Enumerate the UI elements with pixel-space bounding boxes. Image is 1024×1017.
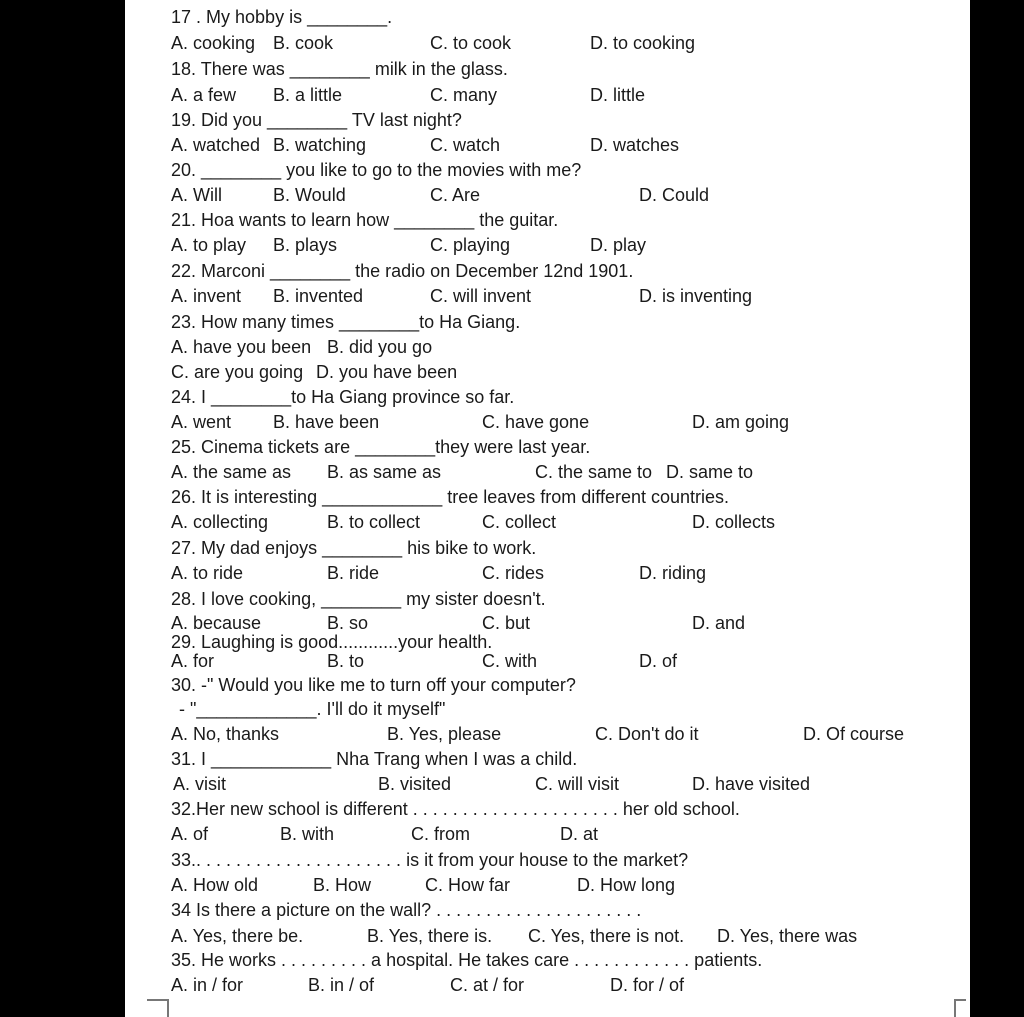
options-18 — [125, 84, 970, 110]
question-23 — [125, 311, 970, 337]
options-33 — [125, 874, 970, 900]
question-32 — [125, 798, 970, 824]
question-stem: 30. -" Would you like me to turn off your computer? — [171, 675, 576, 695]
question-22 — [125, 260, 970, 286]
option-d: D. same to — [666, 462, 754, 482]
option-c: C. rides — [482, 563, 545, 583]
option-b: B. cook — [273, 33, 334, 53]
question-stem: 25. Cinema tickets are ________they were last year. — [171, 437, 591, 457]
option-a: A. have you been — [171, 337, 312, 357]
option-a: A. How old — [171, 875, 259, 895]
question-stem: 21. Hoa wants to learn how ________ the guitar. — [171, 210, 559, 230]
option-c: C. Yes, there is not. — [528, 926, 685, 946]
option-b: B. have been — [273, 412, 380, 432]
options-21 — [125, 234, 970, 260]
option-c: C. collect — [482, 512, 557, 532]
question-31 — [125, 748, 970, 774]
question-stem: 18. There was ________ milk in the glass. — [171, 59, 508, 79]
options-27 — [125, 562, 970, 588]
question-stem: 22. Marconi ________ the radio on December 12nd 1901. — [171, 261, 634, 281]
option-c: C. watch — [430, 135, 501, 155]
options-26 — [125, 511, 970, 537]
options-24 — [125, 411, 970, 437]
option-d: D. am going — [692, 412, 790, 432]
option-b: B. to — [327, 651, 365, 671]
option-c: C. Don't do it — [595, 724, 699, 744]
option-d: D. collects — [692, 512, 776, 532]
option-c: C. are you going — [171, 362, 304, 382]
options-23-ab — [125, 336, 970, 362]
options-22 — [125, 285, 970, 311]
worksheet-page — [125, 0, 970, 1017]
question-30 — [125, 674, 970, 700]
option-a: A. in / for — [171, 975, 244, 995]
option-b: B. to collect — [327, 512, 421, 532]
option-b: B. plays — [273, 235, 338, 255]
option-d: D. riding — [639, 563, 707, 583]
option-a: A. went — [171, 412, 232, 432]
question-34 — [125, 899, 970, 925]
option-b: B. a little — [273, 85, 343, 105]
option-a: A. a few — [171, 85, 237, 105]
option-b: B. Would — [273, 185, 346, 205]
option-d: D. little — [590, 85, 646, 105]
options-19 — [125, 134, 970, 160]
option-d: D. to cooking — [590, 33, 696, 53]
option-a: A. invent — [171, 286, 242, 306]
question-stem: 34 Is there a picture on the wall? . . . . . . . . . . . . . . . . . . . . . — [171, 900, 642, 920]
option-b: B. in / of — [308, 975, 375, 995]
option-c: C. playing — [430, 235, 511, 255]
option-c: C. from — [411, 824, 471, 844]
question-stem: 19. Did you ________ TV last night? — [171, 110, 462, 130]
option-d: D. watches — [590, 135, 680, 155]
option-d: D. for / of — [610, 975, 685, 995]
option-a: A. to play — [171, 235, 247, 255]
question-stem: 32.Her new school is different . . . . . . . . . . . . . . . . . . . . . her old school. — [171, 799, 740, 819]
question-stem: 28. I love cooking, ________ my sister doesn't. — [171, 589, 546, 609]
option-b: B. How — [313, 875, 372, 895]
option-a: A. for — [171, 651, 215, 671]
option-a: A. Will — [171, 185, 222, 205]
option-b: B. did you go — [327, 337, 433, 357]
question-25 — [125, 436, 970, 462]
option-c: C. with — [482, 651, 538, 671]
option-d: D. you have been — [316, 362, 458, 382]
option-a: A. collecting — [171, 512, 269, 532]
options-35 — [125, 974, 970, 1000]
options-25 — [125, 461, 970, 487]
options-29 — [125, 650, 970, 676]
question-17 — [125, 6, 970, 32]
option-a: A. of — [171, 824, 209, 844]
question-30-reply — [125, 698, 970, 724]
page-corner-left — [147, 999, 169, 1017]
question-21 — [125, 209, 970, 235]
option-a: A. to ride — [171, 563, 244, 583]
option-b: B. invented — [273, 286, 364, 306]
option-a: A. the same as — [171, 462, 292, 482]
question-28 — [125, 588, 970, 614]
option-d: D. Yes, there was — [717, 926, 858, 946]
option-d: D. play — [590, 235, 647, 255]
option-b: B. so — [327, 613, 369, 633]
options-31 — [125, 773, 970, 799]
options-17 — [125, 32, 970, 58]
question-20 — [125, 159, 970, 185]
option-c: C. many — [430, 85, 498, 105]
options-20 — [125, 184, 970, 210]
option-c: C. Are — [430, 185, 481, 205]
option-b: B. as same as — [327, 462, 442, 482]
option-a: A. because — [171, 613, 262, 633]
question-stem: 26. It is interesting ____________ tree leaves from different countries. — [171, 487, 730, 507]
options-30 — [125, 723, 970, 749]
question-stem: 33.. . . . . . . . . . . . . . . . . . . . . is it from your house to the market? — [171, 850, 689, 870]
option-b: B. Yes, there is. — [367, 926, 493, 946]
question-27 — [125, 537, 970, 563]
options-32 — [125, 823, 970, 849]
option-c: C. the same to — [535, 462, 653, 482]
question-stem: 17 . My hobby is ________. — [171, 7, 393, 27]
option-a: A. Yes, there be. — [171, 926, 304, 946]
question-stem-reply: - "____________. I'll do it myself" — [179, 699, 446, 719]
option-b: B. Yes, please — [387, 724, 502, 744]
option-a: A. visit — [173, 774, 227, 794]
option-d: D. and — [692, 613, 746, 633]
option-a: A. cooking — [171, 33, 256, 53]
question-26 — [125, 486, 970, 512]
option-b: B. ride — [327, 563, 380, 583]
page-corner-right — [954, 999, 966, 1017]
option-c: C. How far — [425, 875, 511, 895]
option-d: D. is inventing — [639, 286, 753, 306]
option-b: B. visited — [378, 774, 452, 794]
question-stem: 35. He works . . . . . . . . . a hospital. He takes care . . . . . . . . . . . . patients. — [171, 950, 763, 970]
option-b: B. watching — [273, 135, 367, 155]
option-a: A. No, thanks — [171, 724, 280, 744]
option-d: D. How long — [577, 875, 676, 895]
option-c: C. have gone — [482, 412, 590, 432]
question-stem: 20. ________ you like to go to the movies with me? — [171, 160, 582, 180]
question-stem: 27. My dad enjoys ________ his bike to work. — [171, 538, 537, 558]
option-d: D. at — [560, 824, 599, 844]
question-stem: 29. Laughing is good............your health. — [171, 632, 493, 652]
option-a: A. watched — [171, 135, 261, 155]
option-d: D. Could — [639, 185, 710, 205]
option-c: C. will visit — [535, 774, 619, 794]
question-18 — [125, 58, 970, 84]
option-c: C. will invent — [430, 286, 532, 306]
options-34 — [125, 925, 970, 951]
question-19 — [125, 109, 970, 135]
option-d: D. have visited — [692, 774, 811, 794]
option-c: C. to cook — [430, 33, 512, 53]
option-d: D. of — [639, 651, 678, 671]
options-23-cd — [125, 361, 970, 387]
question-33 — [125, 849, 970, 875]
question-35 — [125, 949, 970, 975]
question-stem: 23. How many times ________to Ha Giang. — [171, 312, 521, 332]
option-b: B. with — [280, 824, 335, 844]
option-c: C. but — [482, 613, 531, 633]
question-24 — [125, 386, 970, 412]
question-stem: 31. I ____________ Nha Trang when I was a child. — [171, 749, 578, 769]
option-d: D. Of course — [803, 724, 905, 744]
question-stem: 24. I ________to Ha Giang province so far. — [171, 387, 515, 407]
option-c: C. at / for — [450, 975, 525, 995]
